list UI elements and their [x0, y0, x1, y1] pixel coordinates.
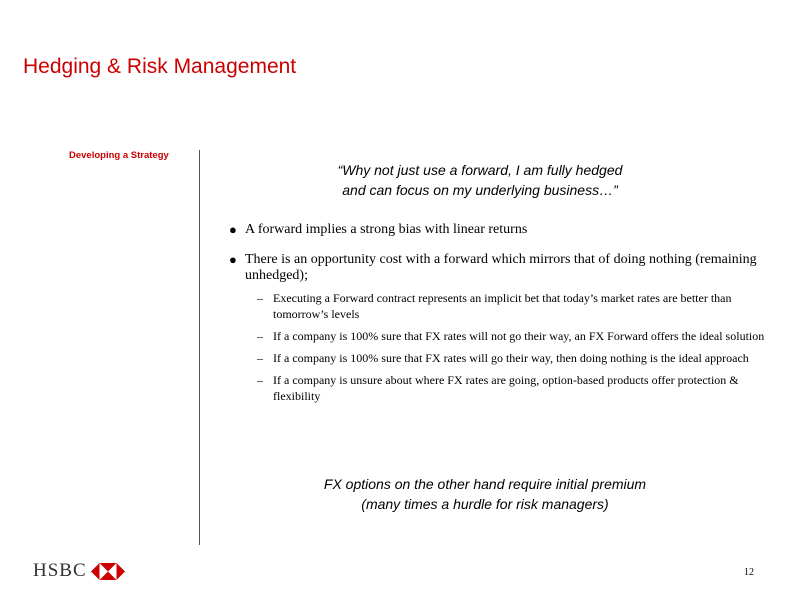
vertical-divider — [199, 150, 200, 545]
quote-line-1: “Why not just use a forward, I am fully hedged — [337, 162, 623, 178]
hsbc-logo — [33, 560, 125, 582]
section-label: Developing a Strategy — [69, 150, 169, 161]
sub-bullet-text: If a company is 100% sure that FX rates will go their way, then doing nothing is the ideal approach — [273, 351, 749, 365]
bullet-text: There is an opportunity cost with a forward which mirrors that of doing nothing (remaining unhedged); — [245, 252, 757, 283]
sub-bullet-item — [257, 350, 769, 366]
page-number: 12 — [744, 567, 754, 578]
sub-bullet-item — [257, 290, 769, 322]
dash-icon: – — [257, 373, 263, 387]
closing-line-1: FX options on the other hand require initial premium — [323, 476, 647, 492]
bullet-dot-icon: ● — [229, 222, 237, 237]
sub-bullet-list — [257, 290, 769, 404]
sub-bullet-item — [257, 328, 769, 344]
closing-line-2: (many times a hurdle for risk managers) — [361, 496, 609, 512]
dash-icon: – — [257, 291, 263, 305]
sub-bullet-text: Executing a Forward contract represents an implicit bet that today’s market rates are better than tomorrow’s levels — [273, 291, 732, 321]
bullet-text: A forward implies a strong bias with linear returns — [245, 222, 528, 237]
closing-statement — [270, 474, 700, 514]
dash-icon: – — [257, 329, 263, 343]
logo-wordmark: HSBC — [33, 560, 87, 581]
dash-icon: – — [257, 351, 263, 365]
quote — [270, 160, 690, 200]
sub-bullet-text: If a company is unsure about where FX rates are going, option-based products offer protection & flexibility — [273, 373, 739, 403]
hsbc-hexagon-icon — [91, 563, 125, 580]
sub-bullet-text: If a company is 100% sure that FX rates will not go their way, an FX Forward offers the ideal solution — [273, 329, 765, 343]
bullet-list — [229, 222, 769, 418]
bullet-item — [229, 222, 769, 238]
sub-bullet-item — [257, 372, 769, 404]
bullet-item — [229, 252, 769, 404]
quote-line-2: and can focus on my underlying business…” — [342, 182, 618, 198]
slide-title: Hedging & Risk Management — [23, 55, 297, 78]
bullet-dot-icon: ● — [229, 252, 237, 267]
